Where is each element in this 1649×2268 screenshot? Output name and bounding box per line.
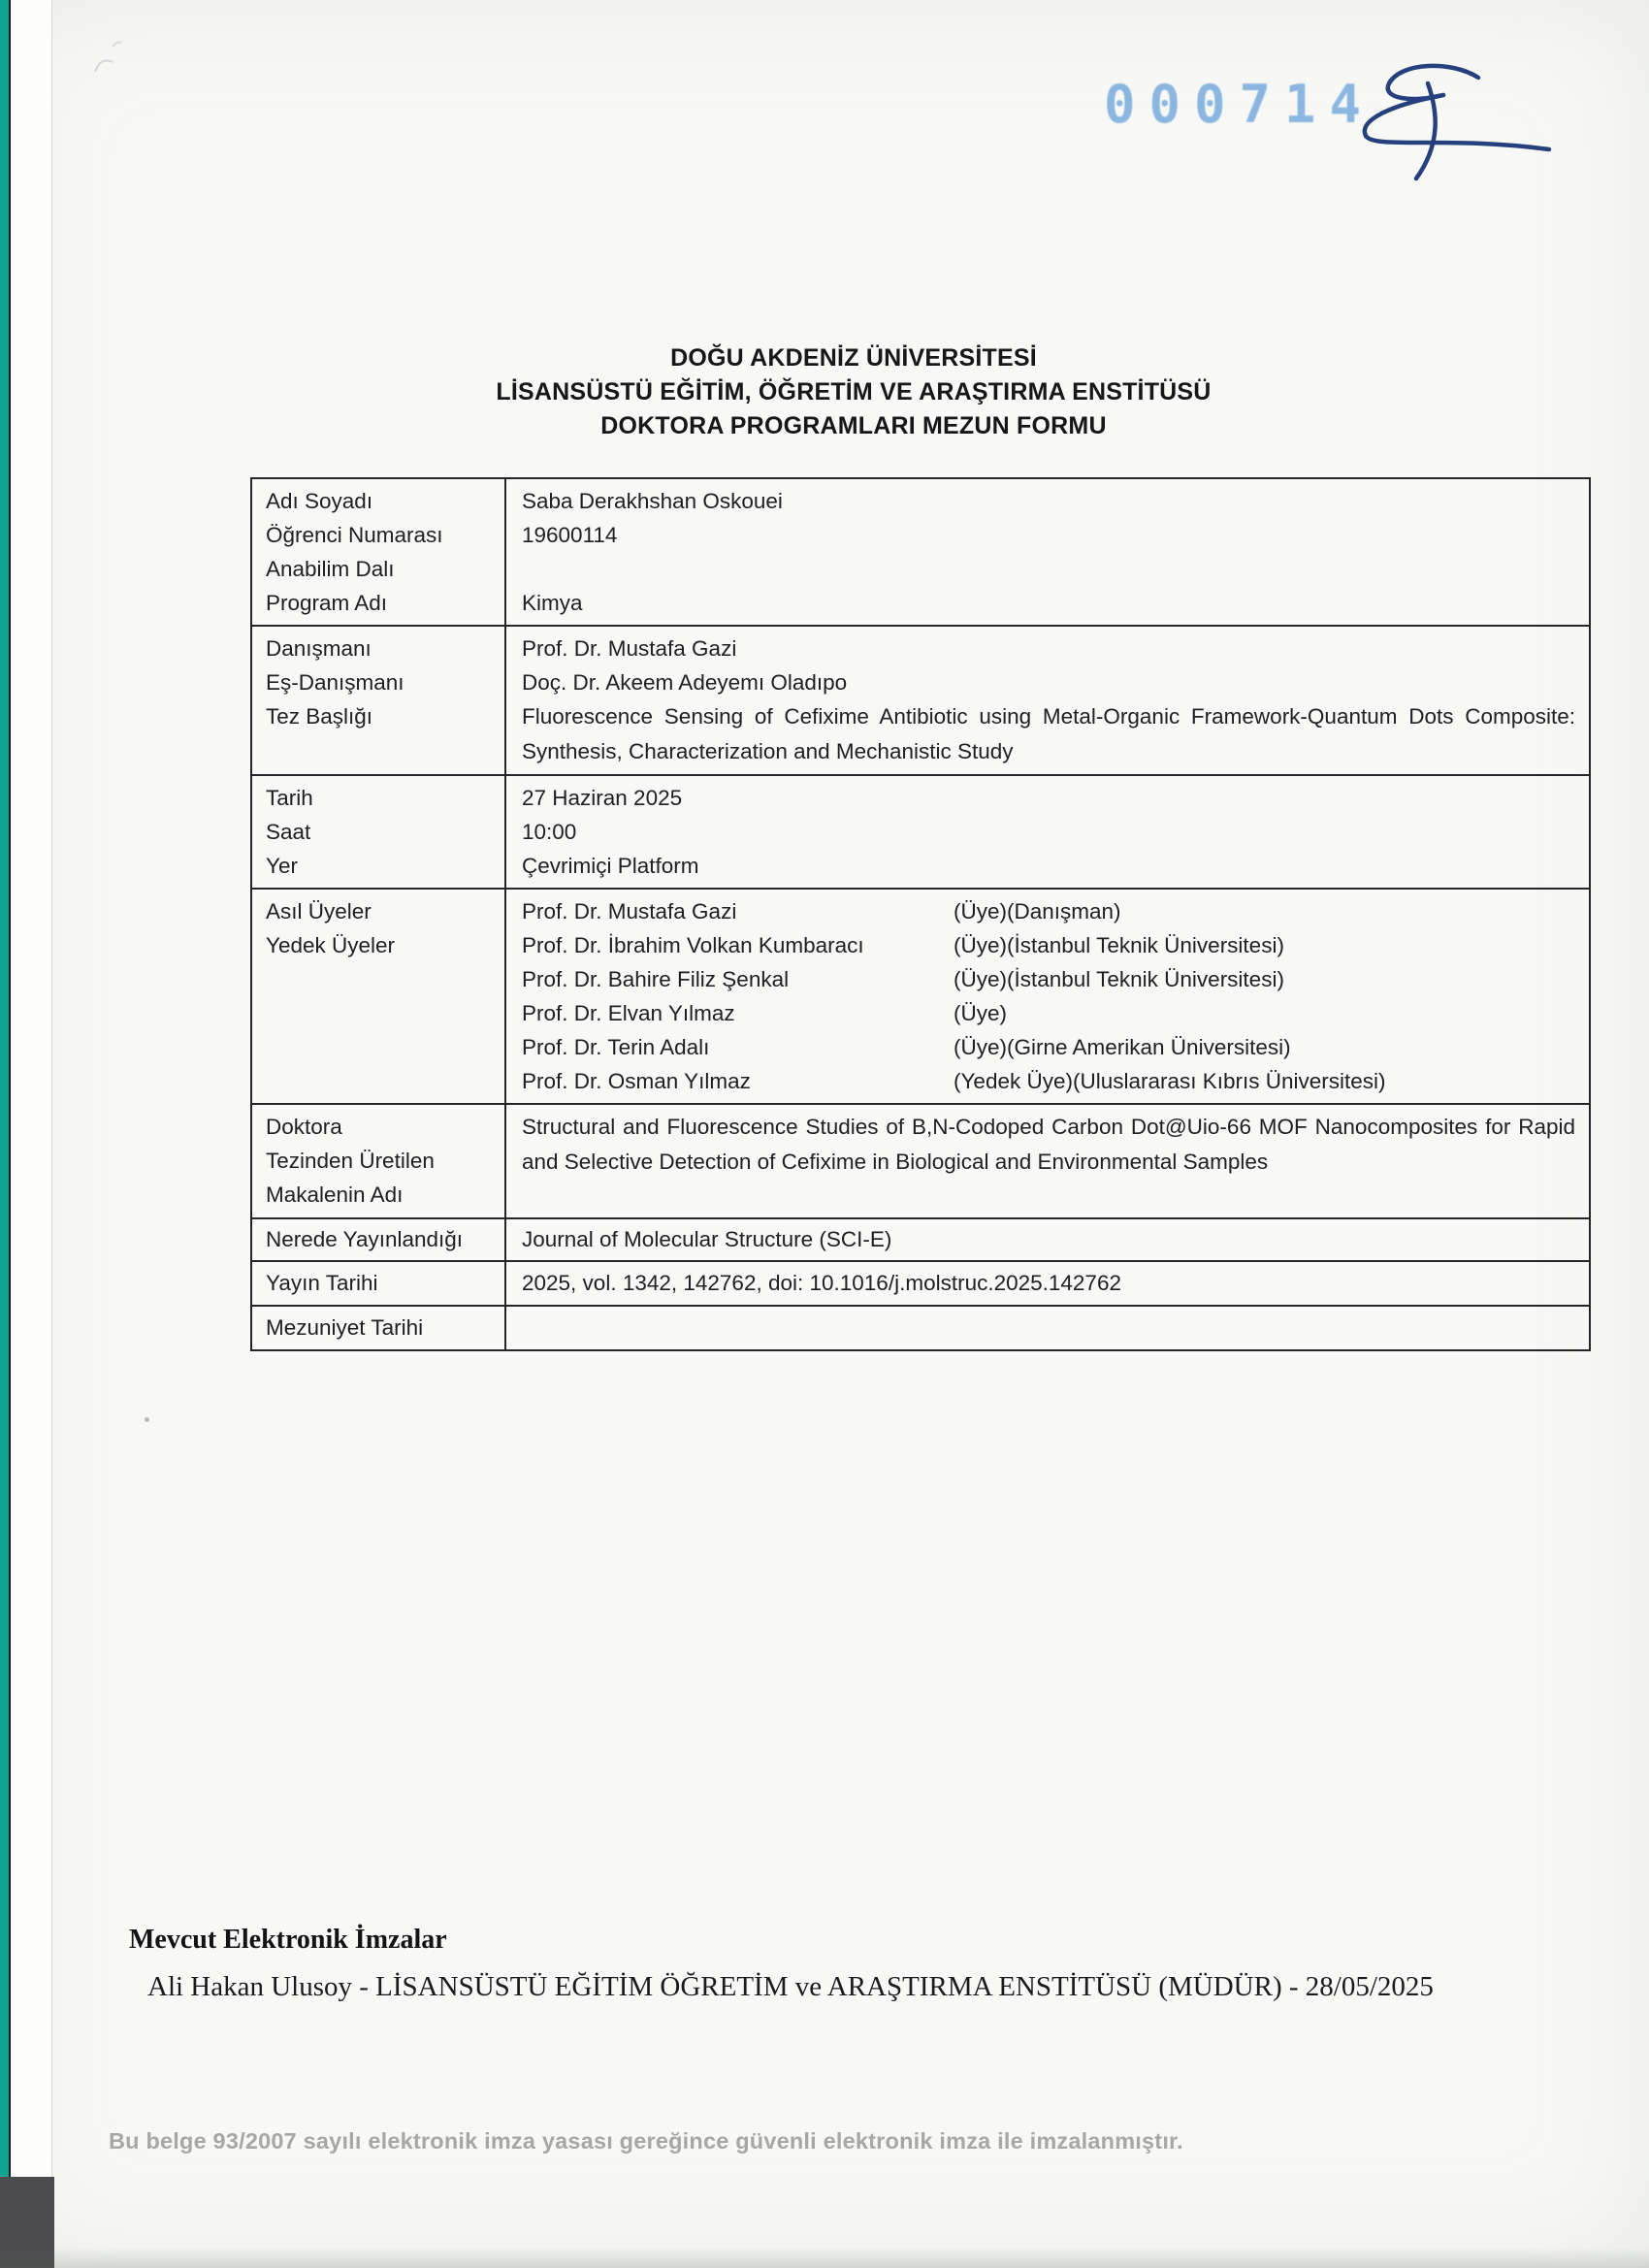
row-value-cell	[506, 890, 1589, 1103]
scan-bottom-shadow	[0, 2247, 1649, 2268]
row-label-cell	[252, 1307, 506, 1349]
field-label: Eş-Danışmanı	[266, 670, 404, 695]
page-title	[175, 341, 1533, 443]
member-name: Prof. Dr. Terin Adalı	[522, 1035, 710, 1059]
field-label: Yer	[266, 854, 298, 878]
title-line-3: DOKTORA PROGRAMLARI MEZUN FORMU	[600, 412, 1107, 439]
row-label-cell	[252, 890, 506, 1103]
member-name: Prof. Dr. Mustafa Gazi	[522, 899, 737, 923]
electronic-signature-line: Ali Hakan Ulusoy - LİSANSÜSTÜ EĞİTİM ÖĞRETİM ve ARAŞTIRMA ENSTİTÜSÜ (MÜDÜR) - 28/05/2025	[147, 1971, 1434, 2002]
field-label: Danışmanı	[266, 636, 372, 661]
committee-member-row	[522, 928, 1575, 962]
handwritten-signature-icon	[1331, 50, 1564, 196]
row-value-cell	[506, 1262, 1589, 1305]
field-label: Mezuniyet Tarihi	[266, 1315, 424, 1340]
field-value: Saba Derakhshan Oskouei	[522, 489, 783, 513]
field-label: Yedek Üyeler	[266, 933, 396, 957]
ink-speck	[145, 1417, 149, 1422]
row-value-cell	[506, 776, 1589, 888]
table-row-supervisors	[252, 625, 1589, 774]
table-row-graduation-date	[252, 1305, 1589, 1349]
field-value: 2025, vol. 1342, 142762, doi: 10.1016/j.molstruc.2025.142762	[522, 1271, 1121, 1295]
field-label: Tarih	[266, 786, 313, 810]
footer-disclaimer: Bu belge 93/2007 sayılı elektronik imza yasası gereğince güvenli elektronik imza ile imzalanmıştır.	[109, 2128, 1183, 2154]
table-row-publication-date	[252, 1260, 1589, 1305]
table-row-student-info	[252, 479, 1589, 625]
field-value: Çevrimiçi Platform	[522, 854, 699, 878]
field-value: Prof. Dr. Mustafa Gazi	[522, 636, 737, 661]
article-title: Structural and Fluorescence Studies of B,N-Codoped Carbon Dot@Uio-66 MOF Nanocomposites for Rapid and Selective Detection of Cefixime in Biological and Environmental Samples	[522, 1115, 1575, 1174]
field-label: Nerede Yayınlandığı	[266, 1227, 464, 1251]
committee-member-row	[522, 962, 1575, 996]
field-label: Asıl Üyeler	[266, 899, 372, 923]
field-label: Anabilim Dalı	[266, 557, 395, 581]
table-row-defense-schedule	[252, 774, 1589, 888]
field-value: Journal of Molecular Structure (SCI-E)	[522, 1227, 892, 1251]
field-value: 19600114	[522, 523, 618, 547]
row-label-cell	[252, 1262, 506, 1305]
committee-member-row	[522, 996, 1575, 1030]
member-designation: (Üye)(İstanbul Teknik Üniversitesi)	[954, 933, 1284, 957]
paper-edge-margin	[11, 0, 52, 2177]
committee-member-row	[522, 1064, 1575, 1098]
row-value-cell	[506, 1219, 1589, 1260]
row-value-cell	[506, 1307, 1589, 1349]
title-line-2: LİSANSÜSTÜ EĞİTİM, ÖĞRETİM VE ARAŞTIRMA ENSTİTÜSÜ	[496, 378, 1212, 405]
member-name: Prof. Dr. Osman Yılmaz	[522, 1069, 751, 1093]
row-value-cell	[506, 627, 1589, 774]
committee-member-row	[522, 1030, 1575, 1064]
stamp-number: 000714	[1104, 74, 1375, 135]
row-label-cell	[252, 1105, 506, 1217]
form-table	[250, 477, 1591, 1351]
committee-member-row	[522, 894, 1575, 928]
table-row-committee	[252, 888, 1589, 1103]
field-value: Doç. Dr. Akeem Adeyemı Oladıpo	[522, 670, 848, 695]
table-row-journal	[252, 1217, 1589, 1260]
pencil-mark	[83, 33, 146, 80]
field-label: Doktora	[266, 1115, 342, 1139]
member-designation: (Üye)(Danışman)	[954, 899, 1121, 923]
member-designation: (Üye)	[954, 1001, 1007, 1025]
field-label: Yayın Tarihi	[266, 1271, 378, 1295]
field-value: 27 Haziran 2025	[522, 786, 683, 810]
row-label-cell	[252, 1219, 506, 1260]
field-label: Program Adı	[266, 591, 388, 615]
member-designation: (Üye)(Girne Amerikan Üniversitesi)	[954, 1035, 1291, 1059]
field-label: Tez Başlığı	[266, 704, 373, 729]
row-label-cell	[252, 776, 506, 888]
row-label-cell	[252, 627, 506, 774]
member-designation: (Üye)(İstanbul Teknik Üniversitesi)	[954, 967, 1284, 991]
field-label: Saat	[266, 820, 311, 844]
field-value	[522, 552, 1575, 586]
member-name: Prof. Dr. İbrahim Volkan Kumbaracı	[522, 933, 864, 957]
table-row-article	[252, 1103, 1589, 1217]
electronic-signatures-heading: Mevcut Elektronik İmzalar	[129, 1925, 447, 1955]
scanner-edge-strip	[0, 0, 11, 2221]
row-label-cell	[252, 479, 506, 625]
field-value: Kimya	[522, 591, 583, 615]
field-label: Makalenin Adı	[266, 1183, 404, 1207]
member-designation: (Yedek Üye)(Uluslararası Kıbrıs Üniversitesi)	[954, 1069, 1386, 1093]
row-value-cell	[506, 1105, 1589, 1217]
thesis-title: Fluorescence Sensing of Cefixime Antibiotic using Metal-Organic Framework-Quantum Dots Composite: Synthesis, Characterization and Mechanistic Study	[522, 704, 1575, 763]
field-label: Adı Soyadı	[266, 489, 373, 513]
field-label: Öğrenci Numarası	[266, 523, 443, 547]
field-value: 10:00	[522, 820, 577, 844]
field-label: Tezinden Üretilen	[266, 1149, 435, 1173]
title-line-1: DOĞU AKDENİZ ÜNİVERSİTESİ	[670, 344, 1037, 372]
member-name: Prof. Dr. Elvan Yılmaz	[522, 1001, 735, 1025]
member-name: Prof. Dr. Bahire Filiz Şenkal	[522, 967, 790, 991]
row-value-cell	[506, 479, 1589, 625]
